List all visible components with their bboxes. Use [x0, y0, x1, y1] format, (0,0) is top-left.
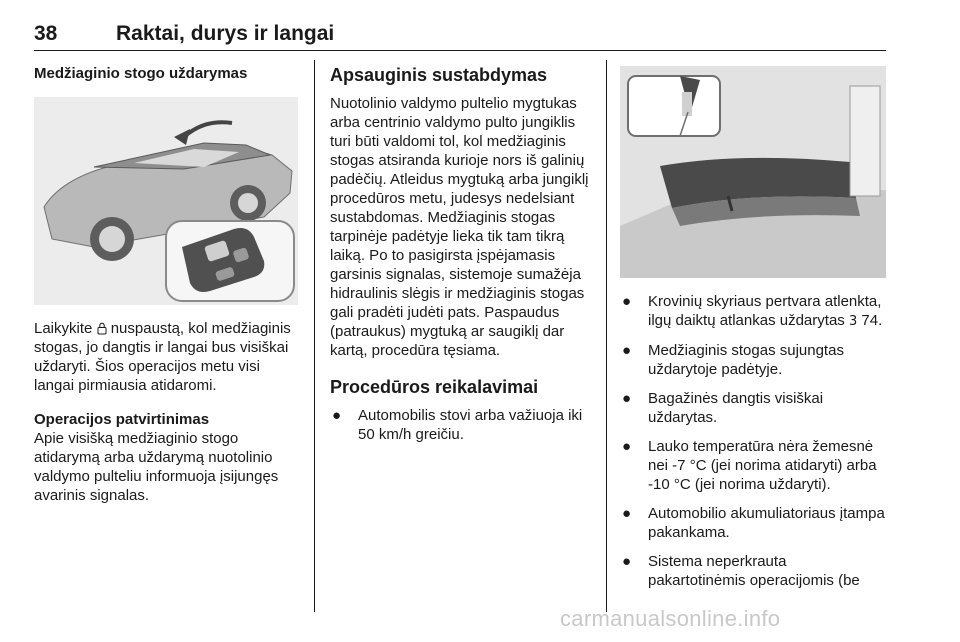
column-divider	[314, 60, 315, 612]
paragraph	[34, 319, 302, 395]
column-divider	[606, 60, 607, 612]
lock-icon	[97, 322, 107, 335]
requirements-list	[620, 292, 888, 590]
list-item	[620, 504, 888, 542]
bullet: ●	[622, 342, 632, 359]
column-middle	[330, 60, 598, 454]
bullet: ●	[622, 505, 632, 522]
list-item	[330, 406, 598, 444]
column-left	[34, 60, 302, 505]
subheading: Operacijos patvirtinimas	[34, 411, 210, 428]
list-item-text: Krovinių skyriaus pertvara atlenkta, ilgų daiktų atlankas uždarytas	[648, 293, 882, 329]
list-item	[620, 292, 888, 331]
bullet: ●	[622, 438, 632, 455]
requirements-list	[330, 406, 598, 444]
bullet: ●	[622, 553, 632, 570]
column-right	[620, 60, 888, 600]
bullet: ●	[622, 390, 632, 407]
list-item	[620, 341, 888, 379]
paragraph-text: nuspaustą, kol medžiaginis stogas, jo dangtis ir langai bus visiškai uždaryti. Šios operacijos metu visi langai pirmiausia atidaromi.	[34, 320, 291, 394]
bullet: ●	[622, 293, 632, 310]
watermark: carmanualsonline.info	[560, 606, 781, 631]
paragraph: Apie visišką medžiaginio stogo atidarymą arba uždarymą nuotolinio valdymo pulteliu informuoja įsijungęs avarinis signalas.	[34, 430, 279, 504]
list-item	[620, 389, 888, 427]
list-item	[620, 437, 888, 494]
paragraph-text: Laikykite	[34, 320, 93, 337]
list-item-text: Lauko temperatūra nėra žemesnė nei -7 °C (jei norima atidaryti) arba -10 °C (jei norima uždaryti).	[648, 438, 877, 493]
list-item-text: Medžiaginis stogas sujungtas uždarytoje padėtyje.	[648, 342, 844, 378]
chapter-title: Raktai, durys ir langai	[116, 22, 335, 45]
page-header	[34, 16, 886, 51]
list-item	[620, 552, 888, 590]
list-item-text: Automobilis stovi arba važiuoja iki 50 km/h greičiu.	[358, 407, 583, 443]
arrow-ref-icon: 3	[848, 314, 858, 329]
trunk-partition-image	[620, 66, 886, 278]
list-item-text: Sistema neperkrauta pakartotinėmis operacijomis (be	[648, 553, 860, 589]
section-heading: Medžiaginio stogo uždarymas	[34, 65, 248, 82]
page-reference[interactable]: 74.	[861, 312, 883, 329]
car-roof-closing-image	[34, 97, 298, 305]
page-number: 38	[34, 22, 58, 45]
list-item-text: Bagažinės dangtis visiškai uždarytas.	[648, 390, 824, 426]
convertible-car-illustration	[34, 97, 298, 305]
paragraph: Nuotolinio valdymo pultelio mygtukas arba centrinio valdymo pulto jungiklis turi būti valdomi tol, kol medžiaginis stogas atsiranda kurioje nors iš galinių padėčių. Atleidus mygtuką arba jungiklį procedūros metu, judesys nedelsiant sustabdomas. Medžiaginis stogas tarpinėje padėtyje lieka tik tam tikrą laiką. Po to pasigirsta įspėjamasis garsinis signalas, sistemoje sumažėja hidraulinis slėgis ir medžiaginis stogas gali pradėti judėti pats. Paspaudus (patraukus) mygtuką ar saugiklį dar kartą, procedūra tęsiama.	[330, 95, 589, 359]
trunk-partition-illustration	[620, 66, 886, 278]
section-heading: Apsauginis sustabdymas	[330, 65, 548, 85]
bullet: ●	[332, 407, 342, 424]
section-heading: Procedūros reikalavimai	[330, 377, 539, 397]
list-item-text: Automobilio akumuliatoriaus įtampa pakankama.	[648, 505, 885, 541]
